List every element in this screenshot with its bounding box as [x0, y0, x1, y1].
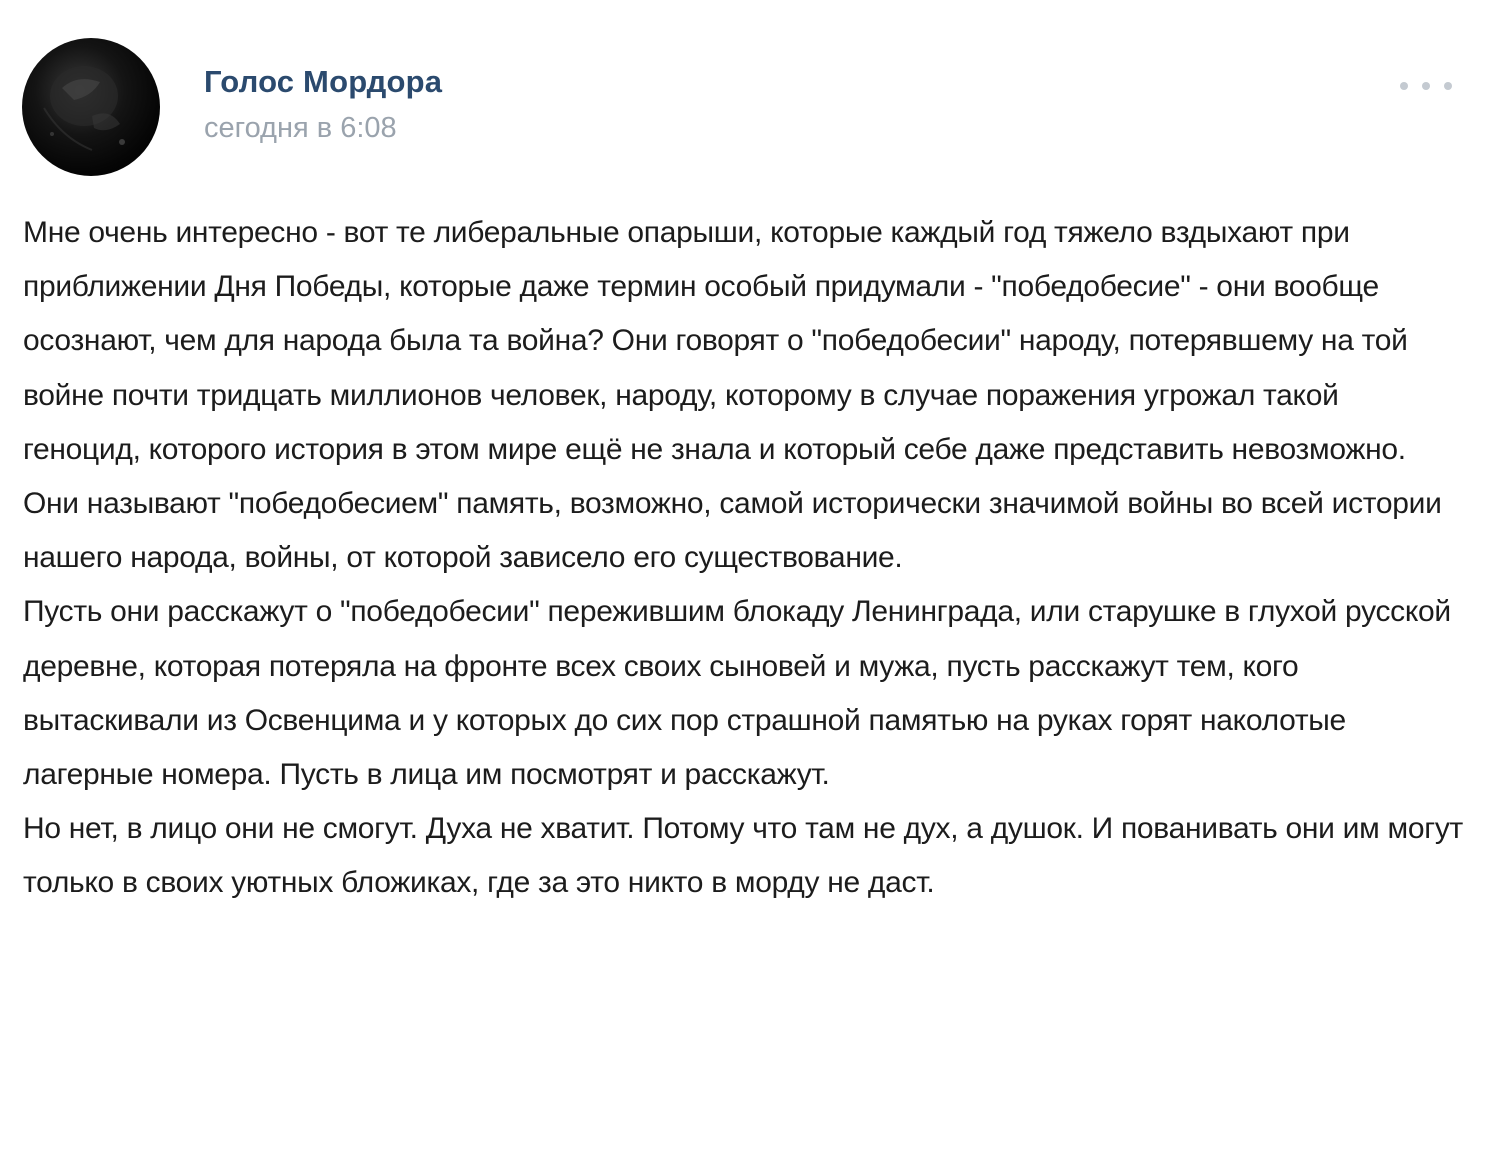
post-menu-button[interactable]	[1400, 78, 1452, 94]
more-dots-icon	[1400, 82, 1408, 90]
dark-globe-avatar-icon	[22, 38, 160, 176]
post-body	[23, 206, 1463, 911]
post-paragraph-2: Пусть они расскажут о "победобесии" пережившим блокаду Ленинграда, или старушке в глухой русской деревне, которая потеряла на фронте всех своих сыновей и мужа, пусть расскажут тем, кого вытаскивали из Освенцима и у которых до сих пор страшной памятью на руках горят наколотые лагерные номера. Пусть в лица им посмотрят и расскажут.	[23, 595, 1451, 792]
post-timestamp[interactable]: сегодня в 6:08	[204, 112, 397, 144]
more-dots-icon	[1422, 82, 1430, 90]
author-name-link[interactable]: Голос Мордора	[204, 64, 443, 99]
more-dots-icon	[1444, 82, 1452, 90]
post-paragraph-3: Но нет, в лицо они не смогут. Духа не хватит. Потому что там не дух, а душок. И пованивать они им могут только в своих уютных бложиках, где за это никто в морду не даст.	[23, 812, 1463, 900]
author-block	[204, 64, 442, 145]
author-avatar[interactable]	[22, 38, 160, 176]
post-paragraph-1: Мне очень интересно - вот те либеральные опарыши, которые каждый год тяжело вздыхают при приближении Дня Победы, которые даже термин особый придумали - "победобесие" - они вообще осознают, чем для народа была та война? Они говорят о "победобесии" народу, потерявшему на той войне почти тридцать миллионов человек, народу, которому в случае поражения угрожал такой геноцид, которого история в этом мире ещё не знала и который себе даже представить невозможно. Они называют "победобесием" память, возможно, самой исторически значимой войны во всей истории нашего народа, войны, от которой зависело его существование.	[23, 216, 1442, 575]
post-header	[22, 38, 1462, 178]
